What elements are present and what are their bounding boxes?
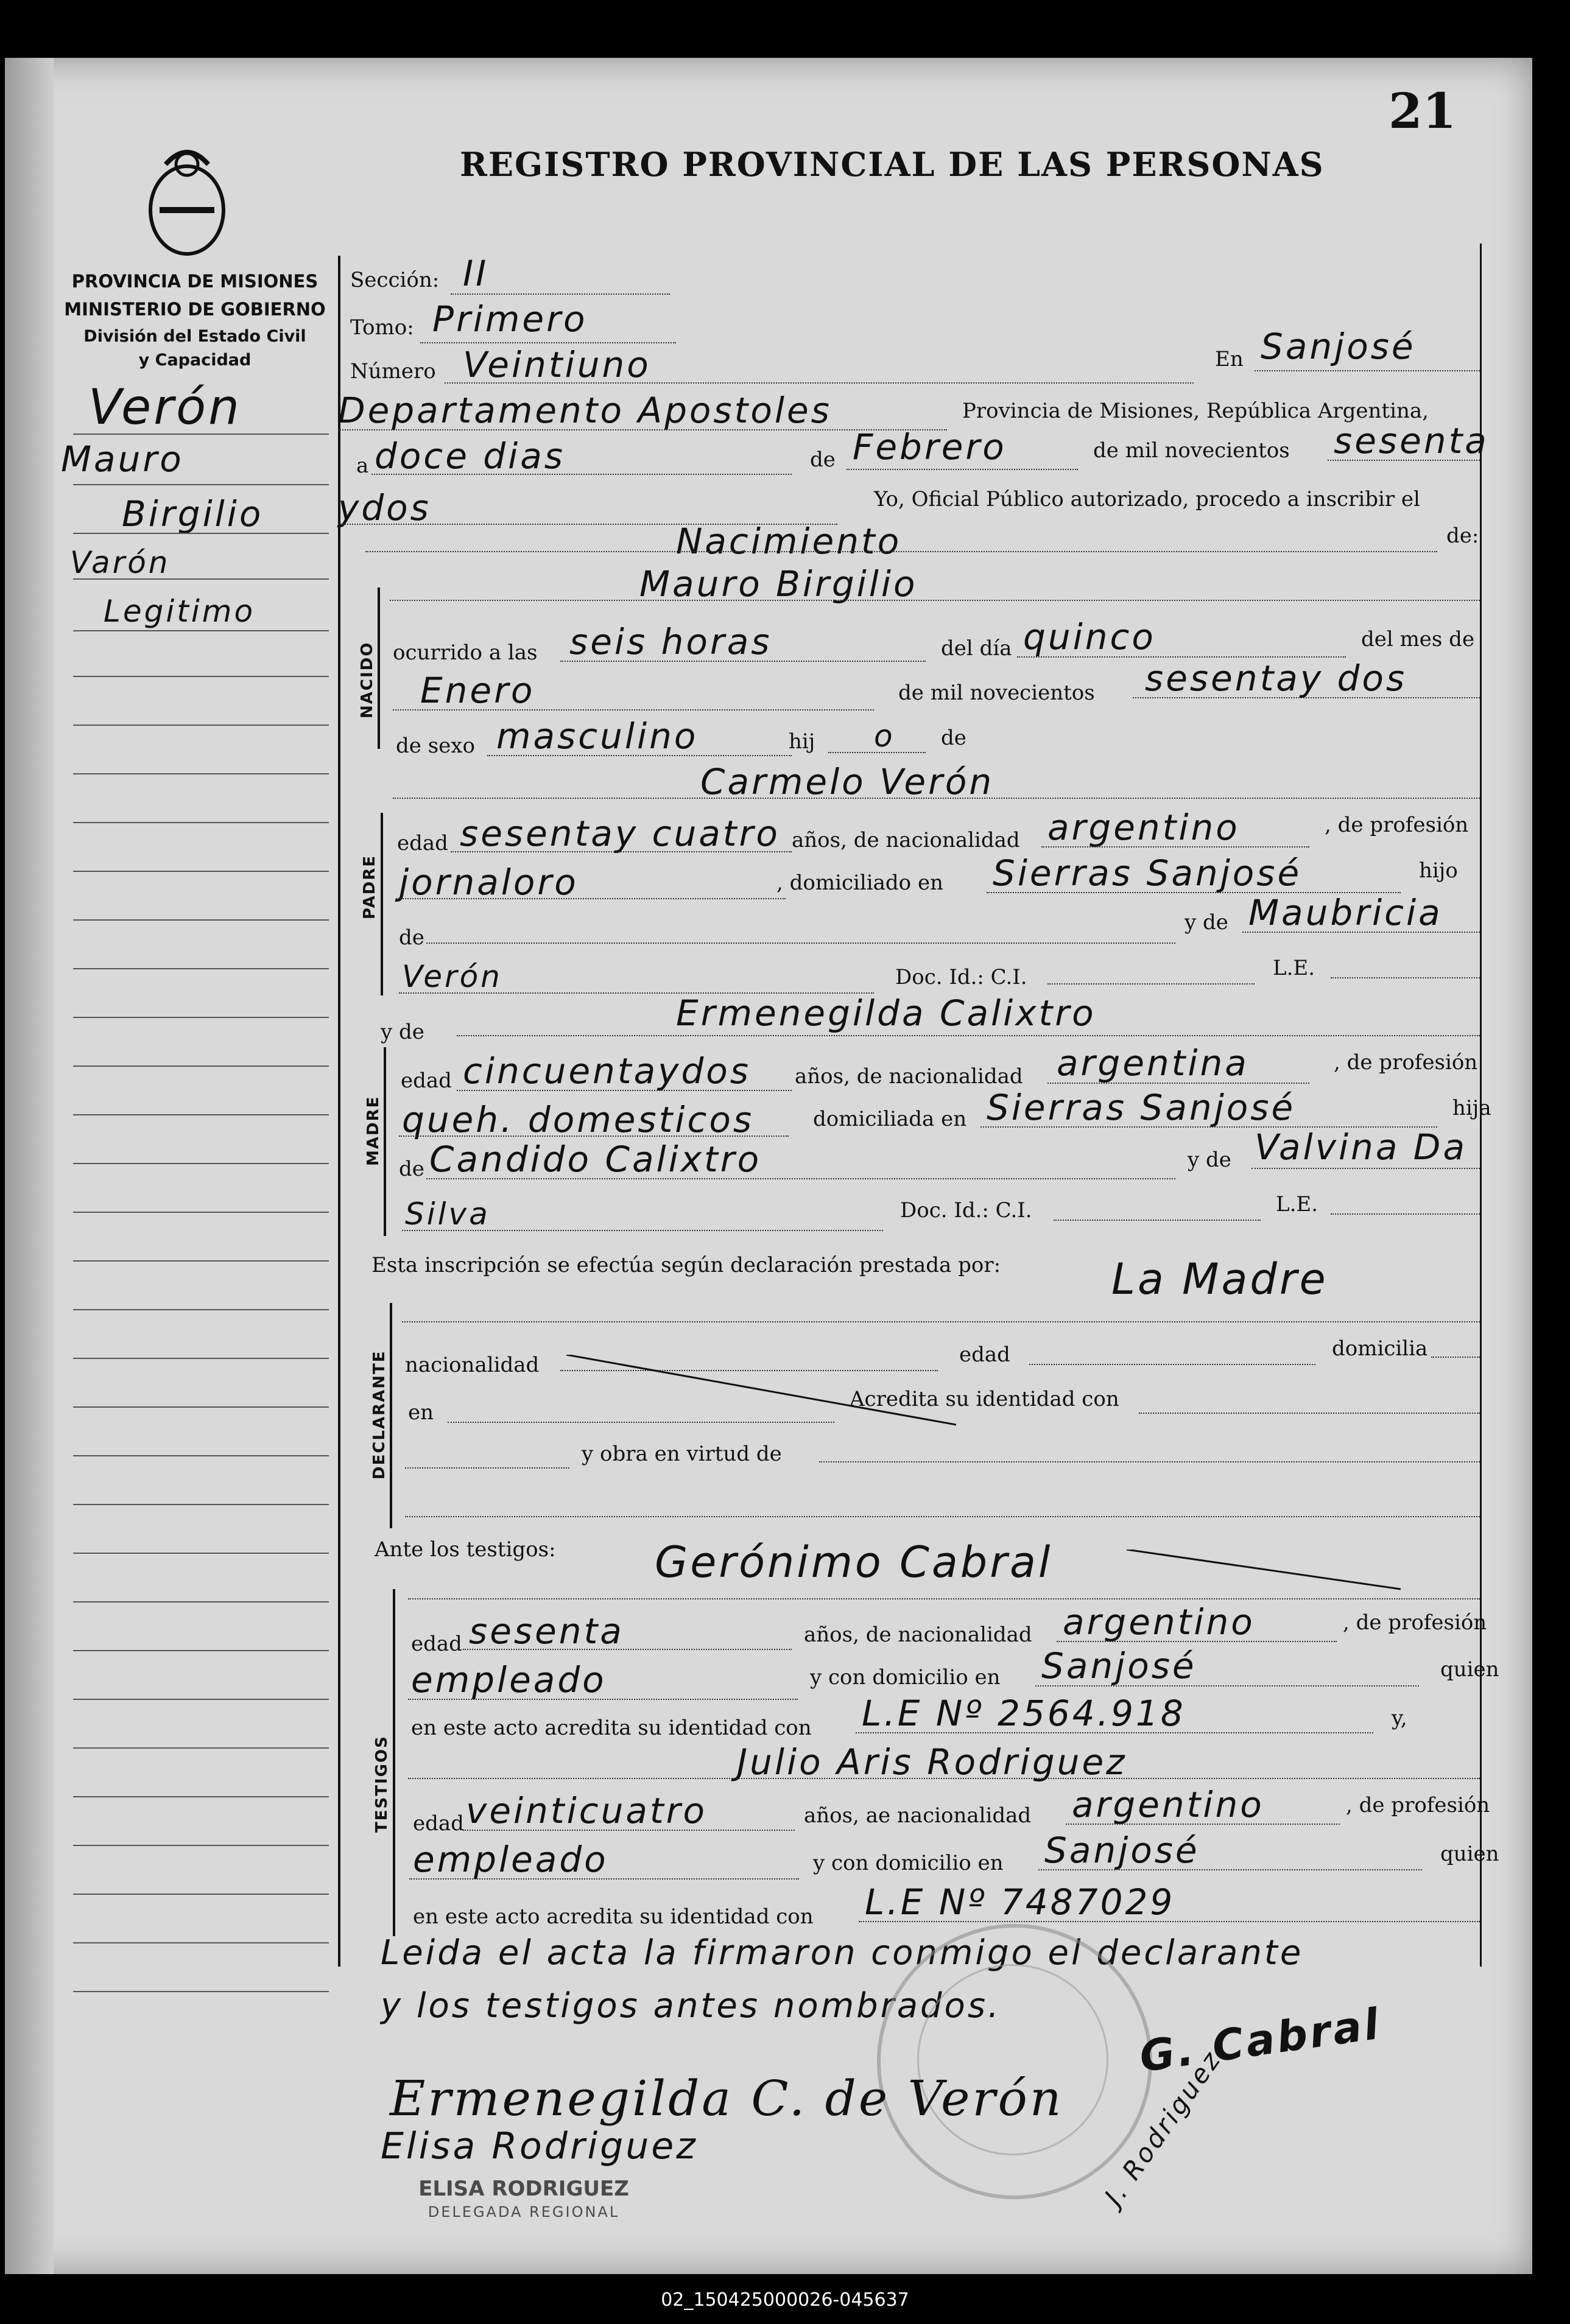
padre-madre-value: Maubricia — [1248, 892, 1443, 933]
field-line — [1331, 1213, 1480, 1215]
margin-note: Legitimo — [104, 594, 256, 629]
y-de-label: y de — [1185, 910, 1228, 935]
field-line — [393, 798, 1480, 799]
margin-rule — [73, 1942, 329, 1943]
t1-prof-value: empleado — [411, 1659, 607, 1701]
division-label: División del Estado Civil — [83, 327, 306, 346]
field-line — [402, 1230, 883, 1231]
y-de-madre-label: y de — [381, 1020, 424, 1044]
field-line — [457, 1035, 1480, 1036]
margin-rule — [73, 1747, 329, 1749]
margin-rule — [73, 773, 329, 774]
margin-rule — [73, 1699, 329, 1700]
field-line — [390, 600, 1480, 601]
t2-edad-value: veinticuatro — [466, 1790, 707, 1831]
y-obra-label: y obra en virtud de — [582, 1442, 782, 1466]
field-line — [1255, 370, 1480, 371]
margin-rule — [73, 1358, 329, 1359]
numero-label: Número — [350, 359, 436, 384]
ante-testigos-label: Ante los testigos: — [375, 1537, 556, 1562]
seccion-label: Sección: — [350, 268, 440, 292]
margin-rule — [73, 871, 329, 872]
seccion-value: II — [463, 253, 489, 294]
strike-through-line — [566, 1355, 956, 1428]
coat-of-arms-icon — [141, 140, 233, 262]
official-stamp — [390, 2177, 658, 2220]
domicilio-t2-label: y con domicilio en — [813, 1851, 1004, 1875]
field-line — [1251, 1168, 1480, 1169]
de-label: de — [810, 448, 836, 472]
madre-dom-value: Sierras Sanjosé — [987, 1087, 1296, 1128]
field-line — [487, 755, 792, 756]
provincia-label: Provincia de Misiones, República Argentina, — [962, 399, 1429, 423]
field-line — [365, 551, 1437, 552]
margin-rule — [73, 1894, 329, 1895]
le-madre-label: L.E. — [1276, 1192, 1318, 1216]
field-line — [1054, 1220, 1261, 1221]
margin-note: Verón — [88, 379, 242, 435]
en-decl-label: en — [408, 1400, 434, 1425]
edad-decl-label: edad — [959, 1343, 1010, 1367]
field-line — [396, 898, 786, 899]
margin-rule — [73, 1114, 329, 1115]
declarante-value: La Madre — [1111, 1254, 1328, 1304]
field-line — [1066, 1824, 1340, 1825]
margin-rule — [73, 822, 329, 823]
margin-rule — [73, 533, 329, 534]
margin-rule — [73, 1017, 329, 1018]
field-line — [393, 709, 874, 711]
field-line — [426, 1178, 1175, 1179]
field-line — [856, 1732, 1373, 1733]
declarante-bracket — [390, 1303, 392, 1528]
mes-value: Febrero — [853, 426, 1007, 468]
madre-nac-value: argentina — [1057, 1042, 1249, 1084]
margin-rule — [73, 1065, 329, 1067]
acredita-t1-label: en este acto acredita su identidad con — [411, 1716, 812, 1740]
field-line — [1431, 1357, 1480, 1358]
nacido-section-title: NACIDO — [358, 641, 376, 718]
testigo1-value: Gerónimo Cabral — [655, 1537, 1053, 1587]
mil-novecientos-label: de mil novecientos — [1093, 438, 1290, 463]
domiciliado-label: , domiciliado en — [776, 871, 943, 895]
field-line — [371, 474, 792, 475]
field-line — [408, 1778, 1480, 1779]
nacionalidad-decl-label: nacionalidad — [405, 1353, 540, 1377]
field-line — [859, 1921, 1480, 1922]
testigos-section-title: TESTIGOS — [373, 1735, 391, 1833]
signature-oficial: Elisa Rodriguez — [381, 2125, 698, 2168]
anio-nac-value: sesentay dos — [1145, 658, 1407, 699]
capacity-label: y Capacidad — [138, 351, 252, 370]
nacionalidad-t1-label: años, de nacionalidad — [804, 1623, 1032, 1647]
hija-label: hija — [1452, 1096, 1491, 1120]
margin-rule — [73, 1991, 329, 1992]
declaracion-label: Esta inscripción se efectúa según declaración prestada por: — [371, 1253, 1001, 1277]
t1-edad-value: sesenta — [469, 1610, 624, 1652]
margin-note: Varón — [70, 545, 171, 580]
dia-nac-value: quinco — [1023, 616, 1156, 658]
field-line — [426, 943, 1175, 944]
margin-rule — [73, 725, 329, 726]
margin-rule — [73, 630, 329, 631]
numero-value: Veintiuno — [463, 344, 651, 385]
profesion-t1-label: , de profesión — [1343, 1610, 1487, 1635]
province-label: PROVINCIA DE MISIONES — [71, 271, 319, 292]
field-line — [828, 752, 926, 753]
padre-edad-value: sesentay cuatro — [460, 813, 780, 854]
edad-t1-label: edad — [411, 1632, 462, 1656]
de-colon-label: de: — [1446, 524, 1479, 548]
del-mes-label: del mes de — [1361, 627, 1475, 651]
field-line — [1328, 460, 1480, 461]
margin-rule — [73, 1650, 329, 1651]
tomo-value: Primero — [432, 298, 588, 340]
signature-cabral: G. Cabral — [1136, 1998, 1384, 2082]
signature-madre: Ermenegilda C. de Verón — [390, 2070, 1064, 2127]
stamp-role: DELEGADA REGIONAL — [428, 2203, 620, 2220]
field-line — [819, 1461, 1480, 1462]
mes-nac-value: Enero — [420, 670, 535, 711]
en-value: Sanjosé — [1261, 326, 1416, 367]
padre-dom-value: Sierras Sanjosé — [993, 852, 1302, 894]
madre-madre-value: Valvina Da — [1255, 1126, 1468, 1168]
document-title: REGISTRO PROVINCIAL DE LAS PERSONAS — [460, 145, 1325, 184]
margin-rule — [73, 1260, 329, 1262]
madre-section-title: MADRE — [364, 1095, 382, 1166]
profesion-label: , de profesión — [1325, 813, 1469, 837]
margin-rule — [73, 1845, 329, 1846]
footer-code: 02_150425000026-045637 — [661, 2289, 909, 2311]
issuer-block — [61, 271, 329, 370]
acredita-t2-label: en este acto acredita su identidad con — [413, 1904, 814, 1929]
domicilio-t1-label: y con domicilio en — [810, 1665, 1001, 1690]
field-line — [451, 293, 670, 295]
y-comma-label: y, — [1392, 1706, 1407, 1730]
field-line — [1057, 1641, 1337, 1642]
anio-value: sesenta — [1334, 420, 1489, 462]
del-dia-label: del día — [941, 636, 1012, 661]
de2-label: de — [941, 726, 966, 750]
field-line — [1242, 932, 1480, 933]
field-line — [1133, 697, 1480, 698]
field-line — [1047, 1083, 1309, 1084]
madre-madre-b-value: Silva — [405, 1196, 490, 1232]
quien-t2-label: quien — [1440, 1842, 1499, 1866]
hora-value: seis horas — [569, 621, 772, 662]
madre-value: Ermenegilda Calixtro — [676, 992, 1096, 1034]
hijo-label: hijo — [1419, 858, 1458, 883]
official-seal — [877, 1924, 1152, 2199]
tomo-label: Tomo: — [350, 315, 414, 340]
a-label: a — [356, 454, 369, 478]
field-line — [420, 342, 676, 343]
page-binding — [5, 58, 54, 2274]
oficial-label: Yo, Oficial Público autorizado, procedo a inscribir el — [874, 487, 1420, 511]
field-line — [402, 1321, 1480, 1322]
t2-dom-value: Sanjosé — [1044, 1830, 1200, 1871]
t1-nac-value: argentino — [1063, 1601, 1255, 1643]
margin-note: Birgilio — [122, 493, 264, 535]
t2-prof-value: empleado — [413, 1839, 608, 1880]
hij-label: hij — [789, 729, 815, 754]
t2-nac-value: argentino — [1072, 1784, 1264, 1825]
nacido-bracket — [378, 588, 380, 749]
declarante-section-title: DECLARANTE — [370, 1350, 389, 1480]
de-madre-label: de — [399, 1157, 424, 1181]
nacionalidad-t2-label: años, ae nacionalidad — [804, 1803, 1032, 1828]
field-line — [399, 1136, 789, 1137]
madre-prof-value: queh. domesticos — [402, 1099, 755, 1140]
padre-madre-apellido-value: Verón — [402, 959, 502, 994]
tipo-value: Nacimiento — [676, 521, 902, 562]
t2-doc-value: L.E Nº 7487029 — [865, 1881, 1175, 1923]
margin-rule — [73, 1601, 329, 1603]
signature-rodriguez: J. Rodriguez — [1098, 2045, 1228, 2211]
doc-id-madre-label: Doc. Id.: C.I. — [900, 1198, 1032, 1223]
field-line — [405, 1516, 1480, 1517]
madre-edad-value: cincuentaydos — [463, 1050, 751, 1092]
departamento-value: Departamento Apostoles — [338, 390, 832, 431]
margin-rule — [73, 968, 329, 969]
padre-prof-value: jornaloro — [399, 862, 579, 903]
field-line — [560, 661, 926, 662]
field-line — [1041, 846, 1309, 848]
field-line — [445, 382, 1194, 384]
margin-rule — [73, 676, 329, 677]
edad-madre-label: edad — [401, 1069, 452, 1093]
margin-rule — [73, 1212, 329, 1213]
field-line — [1139, 1413, 1480, 1414]
field-line — [408, 1598, 1480, 1599]
padre-nac-value: argentino — [1047, 807, 1240, 848]
testigo2-value: Julio Aris Rodriguez — [737, 1741, 1127, 1783]
ocurrido-label: ocurrido a las — [393, 641, 538, 665]
margin-rule — [73, 1406, 329, 1408]
acredita-label: Acredita su identidad con — [850, 1387, 1119, 1411]
page-number: 21 — [1389, 82, 1457, 139]
padre-section-title: PADRE — [361, 854, 379, 919]
field-line — [409, 1878, 799, 1880]
nacionalidad-madre-label: años, de nacionalidad — [795, 1064, 1023, 1089]
field-line — [847, 469, 1078, 470]
t1-doc-value: L.E Nº 2564.918 — [862, 1693, 1186, 1734]
sexo-value: masculino — [496, 715, 699, 757]
mil-nov-label: de mil novecientos — [898, 681, 1095, 705]
le-label: L.E. — [1273, 956, 1315, 980]
field-line — [463, 1649, 792, 1650]
field-line — [408, 1699, 798, 1700]
margin-rule — [73, 1796, 329, 1797]
quien-t1-label: quien — [1440, 1657, 1499, 1682]
hij-suffix-value: o — [874, 718, 895, 754]
field-line — [1035, 1685, 1419, 1687]
de3-label: de — [399, 925, 424, 950]
stamp-name: ELISA RODRIGUEZ — [418, 2177, 629, 2201]
madre-padre-value: Candido Calixtro — [429, 1139, 762, 1180]
field-line — [1038, 1869, 1422, 1870]
madre-bracket — [384, 1047, 386, 1236]
profesion-madre-label: , de profesión — [1334, 1050, 1478, 1075]
testigos-bracket — [393, 1589, 395, 1936]
margin-rule — [73, 484, 329, 485]
t1-dom-value: Sanjosé — [1041, 1645, 1197, 1687]
field-line — [457, 1090, 792, 1091]
profesion-t2-label: , de profesión — [1346, 1793, 1490, 1817]
field-line — [1047, 983, 1255, 985]
anio-cont-value: ydos — [338, 487, 431, 528]
padre-value: Carmelo Verón — [700, 761, 994, 802]
margin-rule — [73, 1163, 329, 1164]
cierre-line-2: y los testigos antes nombrados. — [381, 1986, 1001, 2026]
ministry-label: MINISTERIO DE GOBIERNO — [64, 299, 326, 320]
margin-rule — [73, 1455, 329, 1456]
margin-rule — [73, 1309, 329, 1310]
domicilia-label: domicilia — [1332, 1336, 1428, 1361]
margin-rule — [73, 434, 329, 435]
field-line — [463, 1830, 795, 1831]
margin-note: Mauro — [61, 438, 184, 480]
sexo-label: de sexo — [396, 734, 475, 758]
margin-rule — [73, 1553, 329, 1554]
margin-rule — [73, 919, 329, 921]
nacionalidad-label: años, de nacionalidad — [792, 828, 1020, 852]
domiciliada-label: domiciliada en — [813, 1107, 967, 1131]
nombre-value: Mauro Birgilio — [639, 563, 918, 605]
strike-through-line — [1127, 1550, 1401, 1592]
en-label: En — [1215, 347, 1244, 371]
field-line — [405, 1467, 569, 1469]
doc-id-label: Doc. Id.: C.I. — [895, 965, 1027, 989]
padre-bracket — [381, 813, 383, 995]
dia-value: doce dias — [375, 435, 566, 477]
field-line — [1331, 977, 1480, 978]
edad-t2-label: edad — [413, 1811, 464, 1836]
edad-label: edad — [397, 831, 448, 855]
field-line — [451, 851, 792, 852]
field-line — [1029, 1364, 1315, 1365]
cierre-line-1: Leida el acta la firmaron conmigo el declarante — [381, 1933, 1304, 1973]
margin-rule — [73, 578, 329, 580]
y-de-madre2-label: y de — [1188, 1148, 1231, 1172]
margin-rule — [73, 1504, 329, 1505]
